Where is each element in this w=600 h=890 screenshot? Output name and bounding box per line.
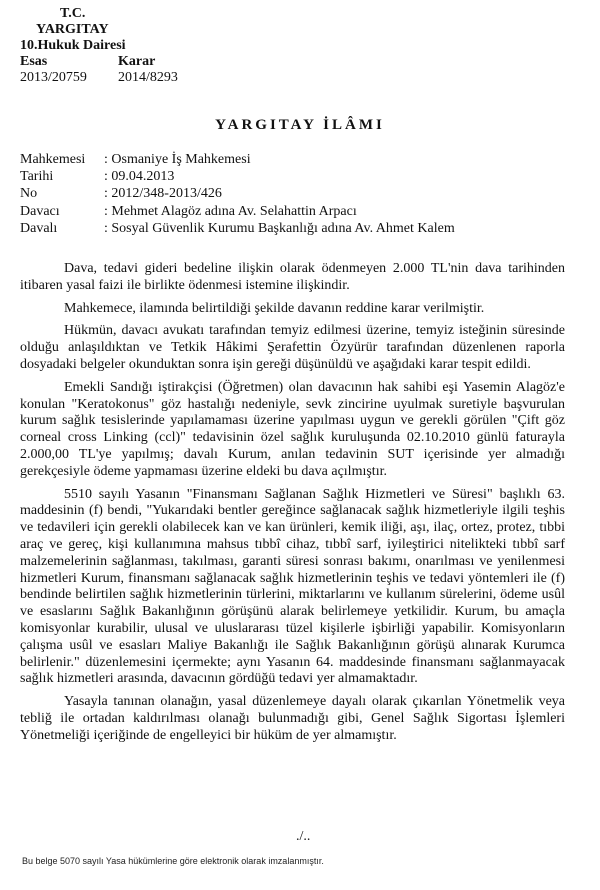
e-signature-footer: Bu belge 5070 sayılı Yasa hükümlerine göre elektronik olarak imzalanmıştır.: [22, 856, 324, 866]
info-value: : Osmaniye İş Mahkemesi: [104, 152, 251, 167]
case-info: [20, 151, 455, 237]
info-row: [20, 203, 455, 220]
paragraph: 5510 sayılı Yasanın "Finansmanı Sağlanan Sağlık Hizmetleri ve Süresi" başlıklı 63. maddesinin (f) bendi, "Yukarıdaki bentler gereğince sağlanacak sağlık hizmetleriyle ilgili teşhis ve tedavileri için gerekli olabilecek kan ve kan ürünleri, kemik iliği, aşı, ilaç, ortez, protez, tıbbi araç ve gereç, kişi kullanımına mahsus tıbbî cihaz, tıbbî sarf, iyileştirici nitelikteki tıbbî sarf malzemelerinin sağlanması, takılması, garanti süresi sonrası bakımı, onarılması ve yenilenmesi hizmetleri Kurum, finansmanı sağlanacak sağlık hizmetlerinin teşhis ve tedavi yöntemleri ile (f) bendinde belirtilen sağlık hizmetlerinin türlerini, miktarlarını ve kullanım sürelerini, ödeme usûl ve esaslarını Sağlık Bakanlığının görüşünü alarak belirlemeye yetkilidir. Kurum, bu amaçla komisyonlar kurabilir, ulusal ve uluslararası tüzel kişilerle işbirliği yapabilir. Komisyonların çalışma usûl ve esasları Maliye Bakanlığı ile Sağlık Bakanlığının görüşü alınarak Kurumca belirlenir." düzenlemesini içermekte; aynı Yasanın 64. maddesinde finansmanı sağlanmayacak sağlık hizmetleri arasında, davacının gördüğü tedavi yer almamaktadır.: [20, 486, 565, 687]
info-row: [20, 220, 455, 237]
document-body: [20, 261, 565, 751]
paragraph: Yasayla tanınan olanağın, yasal düzenlemeye dayalı olarak çıkarılan Yönetmelik veya tebliğ ile ortadan kaldırılması olanağı bulunmadığı gibi, Genel Sağlık Sigortası İşlemleri Yönetmeliği içeriğinde de engelleyici bir hüküm de yer almamıştır.: [20, 694, 565, 743]
paragraph: Mahkemece, ilamında belirtildiği şekilde davanın reddine karar verilmiştir.: [64, 300, 485, 316]
continuation-mark: ./..: [296, 829, 311, 844]
tc-label: T.C.: [60, 6, 86, 21]
info-label: Davalı: [20, 220, 58, 236]
info-label: Tarihi: [20, 169, 54, 185]
info-row: [20, 151, 455, 168]
karar-number: 2014/8293: [118, 70, 178, 85]
chamber-name: 10.Hukuk Dairesi: [20, 38, 126, 53]
info-row: [20, 185, 455, 202]
esas-label: Esas: [20, 54, 48, 69]
esas-number: 2013/20759: [20, 70, 87, 85]
paragraph: Hükmün, davacı avukatı tarafından temyiz edilmesi üzerine, temyiz isteğinin süresinde olduğu anlaşıldıktan ve Tetkik Hâkimi Şerafettin Özyürür tarafından düzenlenen raporla dosyadaki belgeler okunduktan sonra işin gereği düşünüldü ve aşağıdaki karar tespit edildi.: [20, 323, 565, 372]
info-label: Mahkemesi: [20, 152, 86, 167]
info-value: : Sosyal Güvenlik Kurumu Başkanlığı adına Av. Ahmet Kalem: [104, 220, 455, 236]
info-row: [20, 168, 455, 185]
karar-label: Karar: [118, 54, 156, 69]
paragraph: Dava, tedavi gideri bedeline ilişkin olarak ödenmeyen 2.000 TL'nin dava tarihinden itibaren yasal faizi ile birlikte ödenmesi istemine ilişkindir.: [20, 261, 565, 293]
info-label: Davacı: [20, 203, 60, 219]
document-title: YARGITAY İLÂMI: [215, 117, 385, 133]
info-value: : 09.04.2013: [104, 169, 175, 185]
info-label: No: [20, 186, 38, 202]
paragraph: Emekli Sandığı iştirakçisi (Öğretmen) olan davacının hak sahibi eşi Yasemin Alagöz'e konulan "Keratokonus" göz hastalığı nedeniyle, sevk zincirine uyulmak suretiyle başvurulan kurum sağlık tesislerinde yapılamaması üzerine yapılması uygun ve gerekli görülen "Çift göz corneal cross Linking (ccl)" tedavisinin özel sağlık kuruluşunda 02.10.2010 günlü faturayla 2.000,00 TL'ye yapılmış; davalı Kurum, anılan tedavinin SUT içerisinde yer almadığı gerekçesiyle ödeme yapmaması üzerine eldeki bu dava açılmıştır.: [20, 379, 565, 479]
info-value: : 2012/348-2013/426: [104, 186, 222, 202]
court-name: YARGITAY: [36, 22, 109, 37]
info-value: : Mehmet Alagöz adına Av. Selahattin Arpacı: [104, 203, 357, 219]
